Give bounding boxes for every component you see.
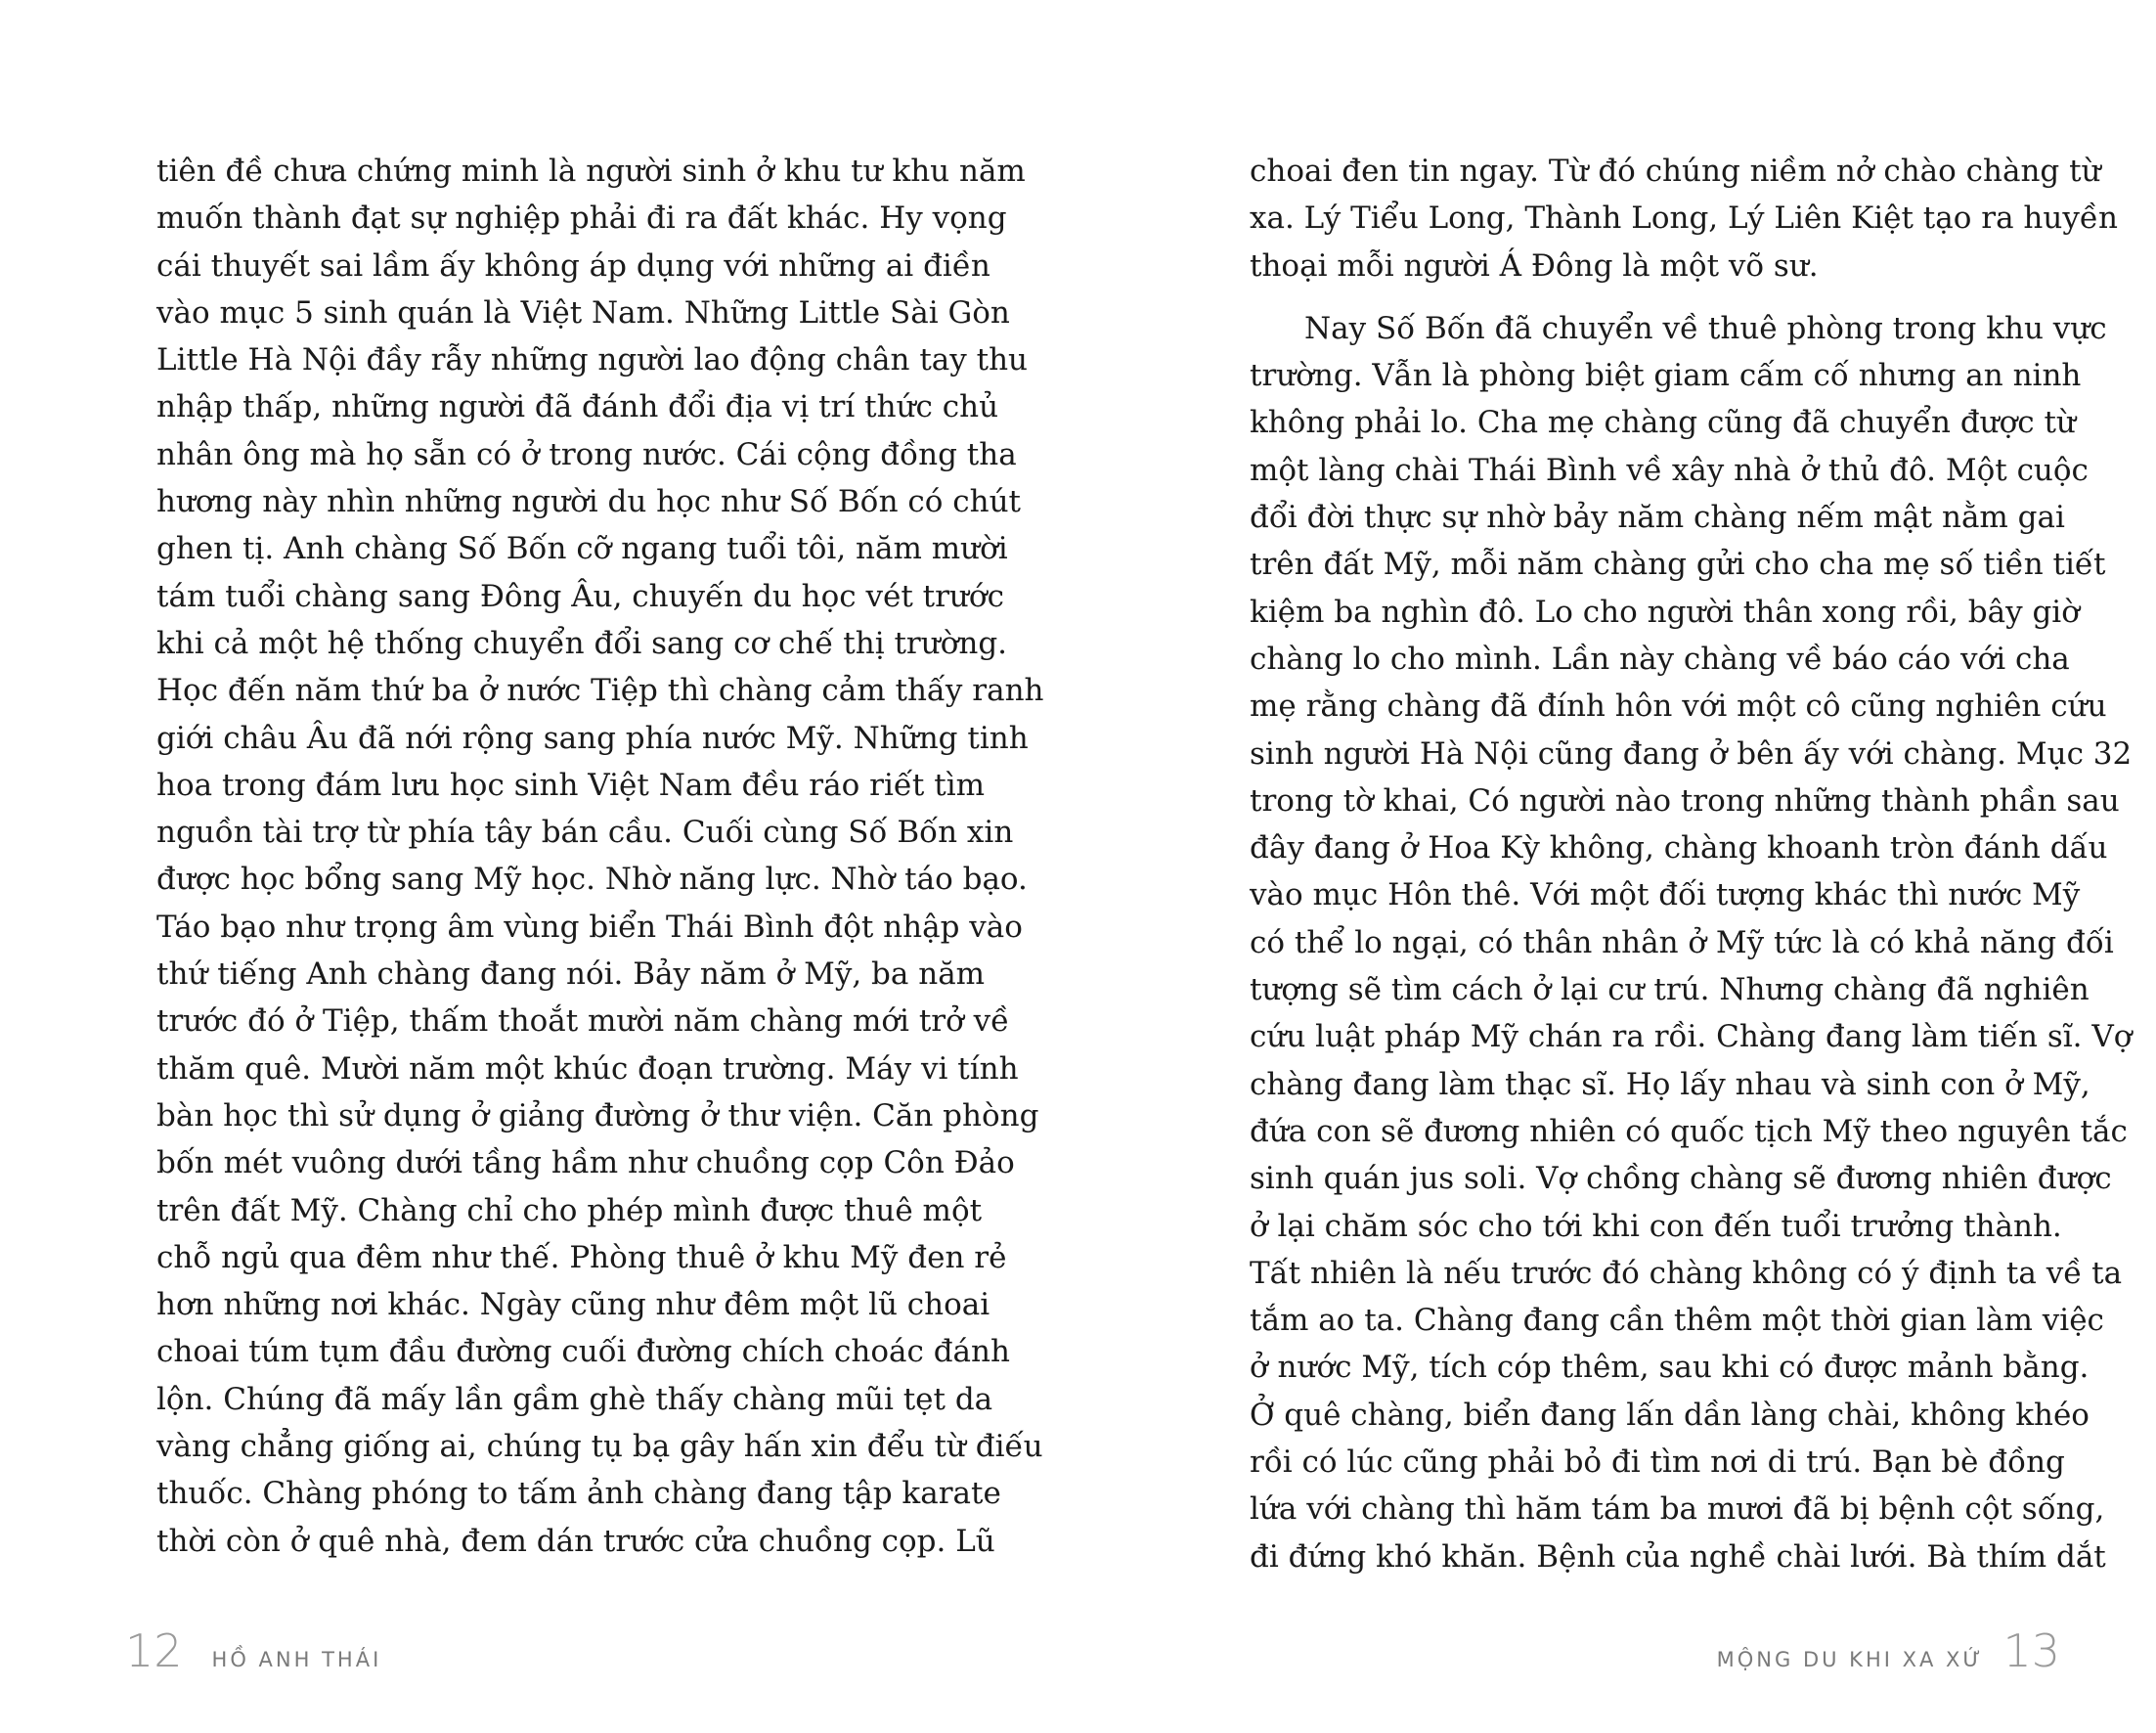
text-line: Học đến năm thứ ba ở nước Tiệp thì chàng cảm thấy ranh bbox=[156, 673, 1044, 709]
text-line: đi đứng khó khăn. Bệnh của nghề chài lưới. Bà thím dắt bbox=[1250, 1538, 2106, 1575]
text-line: kiệm ba nghìn đô. Lo cho người thân xong rồi, bây giờ bbox=[1250, 594, 2080, 630]
text-line: ở nước Mỹ, tích cóp thêm, sau khi có được mảnh bằng. bbox=[1250, 1350, 2090, 1386]
text-line: ghen tị. Anh chàng Số Bốn cỡ ngang tuổi tôi, năm mười bbox=[156, 531, 1008, 567]
text-line: có thể lo ngại, có thân nhân ở Mỹ tức là có khả năng đối bbox=[1250, 924, 2114, 960]
text-line: chỗ ngủ qua đêm như thế. Phòng thuê ở khu Mỹ đen rẻ bbox=[156, 1239, 1007, 1275]
text-line: lứa với chàng thì hăm tám ba mươi đã bị bệnh cột sống, bbox=[1250, 1491, 2105, 1528]
left-page-text bbox=[156, 148, 1044, 1565]
text-line: chàng đang làm thạc sĩ. Họ lấy nhau và sinh con ở Mỹ, bbox=[1250, 1066, 2090, 1102]
text-line: đổi đời thực sự nhờ bảy năm chàng nếm mật nằm gai bbox=[1250, 500, 2065, 536]
text-line: nhân ông mà họ sẵn có ở trong nước. Cái cộng đồng tha bbox=[156, 436, 1017, 472]
text-line: đứa con sẽ đương nhiên có quốc tịch Mỹ theo nguyên tắc bbox=[1250, 1113, 2128, 1149]
text-line: vào mục Hôn thê. Với một đối tượng khác thì nước Mỹ bbox=[1250, 877, 2081, 913]
text-line: giới châu Âu đã nới rộng sang phía nước Mỹ. Những tinh bbox=[156, 720, 1029, 756]
text-line: muốn thành đạt sự nghiệp phải đi ra đất khác. Hy vọng bbox=[156, 200, 1007, 237]
text-line: mẹ rằng chàng đã đính hôn với một cô cũng nghiên cứu bbox=[1250, 689, 2107, 725]
text-line: không phải lo. Cha mẹ chàng cũng đã chuyển được từ bbox=[1250, 405, 2076, 441]
text-line: trên đất Mỹ. Chàng chỉ cho phép mình được thuê một bbox=[156, 1192, 983, 1228]
text-line: được học bổng sang Mỹ học. Nhờ năng lực. Nhờ táo bạo. bbox=[156, 862, 1028, 898]
text-line: xa. Lý Tiểu Long, Thành Long, Lý Liên Kiệt tạo ra huyền bbox=[1250, 200, 2118, 237]
text-line: thăm quê. Mười năm một khúc đoạn trường. Máy vi tính bbox=[156, 1050, 1019, 1087]
text-line: hơn những nơi khác. Ngày cũng như đêm một lũ choai bbox=[156, 1287, 990, 1323]
text-line: thứ tiếng Anh chàng đang nói. Bảy năm ở Mỹ, ba năm bbox=[156, 956, 986, 993]
text-line: Ở quê chàng, biển đang lấn dần làng chài, không khéo bbox=[1250, 1397, 2090, 1433]
text-line: vào mục 5 sinh quán là Việt Nam. Những Little Sài Gòn bbox=[156, 294, 1010, 331]
right-page-text bbox=[1250, 148, 2133, 1580]
title-running-head: MỘNG DU KHI XA XỨ bbox=[1716, 1648, 1984, 1671]
text-line: Little Hà Nội đầy rẫy những người lao động chân tay thu bbox=[156, 342, 1029, 378]
text-line: khi cả một hệ thống chuyển đổi sang cơ chế thị trường. bbox=[156, 625, 1008, 661]
text-line: nhập thấp, những người đã đánh đổi địa vị trí thức chủ bbox=[156, 389, 999, 425]
text-line: tượng sẽ tìm cách ở lại cư trú. Nhưng chàng đã nghiên bbox=[1250, 972, 2090, 1008]
paragraph-gap bbox=[1250, 289, 2032, 305]
left-page-footer bbox=[125, 1624, 382, 1677]
text-line: tiên đề chưa chứng minh là người sinh ở khu tư khu năm bbox=[156, 154, 1026, 189]
author-running-head: HỒ ANH THÁI bbox=[211, 1648, 382, 1671]
text-line: trong tờ khai, Có người nào trong những thành phần sau bbox=[1250, 782, 2120, 819]
text-line: tám tuổi chàng sang Đông Âu, chuyến du học vét trước bbox=[156, 578, 1004, 614]
text-line: trên đất Mỹ, mỗi năm chàng gửi cho cha mẹ số tiền tiết bbox=[1250, 547, 2106, 583]
text-line: hoa trong đám lưu học sinh Việt Nam đều ráo riết tìm bbox=[156, 767, 986, 803]
text-line: trước đó ở Tiệp, thấm thoắt mười năm chàng mới trở về bbox=[156, 1003, 1010, 1040]
right-page-footer bbox=[1716, 1624, 2060, 1677]
text-line: trường. Vẫn là phòng biệt giam cấm cố nhưng an ninh bbox=[1250, 358, 2082, 394]
text-line: cái thuyết sai lầm ấy không áp dụng với những ai điền bbox=[156, 247, 990, 284]
right-page bbox=[1078, 0, 2156, 1733]
text-line: Táo bạo như trọng âm vùng biển Thái Bình đột nhập vào bbox=[156, 909, 1023, 945]
text-line: bàn học thì sử dụng ở giảng đường ở thư viện. Căn phòng bbox=[156, 1097, 1039, 1133]
text-line: tắm ao ta. Chàng đang cần thêm một thời gian làm việc bbox=[1250, 1303, 2104, 1339]
text-line: bốn mét vuông dưới tầng hầm như chuồng cọp Côn Đảo bbox=[156, 1145, 1015, 1181]
text-line: đây đang ở Hoa Kỳ không, chàng khoanh tròn đánh dấu bbox=[1250, 830, 2108, 866]
text-line: chàng lo cho mình. Lần này chàng về báo cáo với cha bbox=[1250, 641, 2070, 677]
text-line: sinh người Hà Nội cũng đang ở bên ấy với chàng. Mục 32 bbox=[1250, 735, 2133, 772]
text-line: sinh quán jus soli. Vợ chồng chàng sẽ đương nhiên được bbox=[1250, 1161, 2112, 1197]
text-line: thời còn ở quê nhà, đem dán trước cửa chuồng cọp. Lũ bbox=[156, 1523, 995, 1559]
text-line: Tất nhiên là nếu trước đó chàng không có ý định ta về ta bbox=[1250, 1255, 2123, 1291]
text-line: thuốc. Chàng phóng to tấm ảnh chàng đang tập karate bbox=[156, 1476, 1001, 1512]
text-line: vàng chẳng giống ai, chúng tụ bạ gây hấn xin đểu từ điếu bbox=[156, 1429, 1043, 1465]
text-line: nguồn tài trợ từ phía tây bán cầu. Cuối cùng Số Bốn xin bbox=[156, 815, 1014, 851]
text-line: choai túm tụm đầu đường cuối đường chích choác đánh bbox=[156, 1334, 1010, 1370]
text-line: Nay Số Bốn đã chuyển về thuê phòng trong khu vực bbox=[1304, 310, 2107, 346]
text-line: choai đen tin ngay. Từ đó chúng niềm nở chào chàng từ bbox=[1250, 154, 2101, 189]
text-line: rồi có lúc cũng phải bỏ đi tìm nơi di trú. Bạn bè đồng bbox=[1250, 1444, 2065, 1481]
text-line: hương này nhìn những người du học như Số Bốn có chút bbox=[156, 484, 1022, 520]
text-line: ở lại chăm sóc cho tới khi con đến tuổi trưởng thành. bbox=[1250, 1208, 2062, 1244]
page-number: 12 bbox=[125, 1624, 183, 1677]
text-line: lộn. Chúng đã mấy lần gầm ghè thấy chàng mũi tẹt da bbox=[156, 1381, 993, 1417]
text-line: cứu luật pháp Mỹ chán ra rồi. Chàng đang làm tiến sĩ. Vợ bbox=[1250, 1019, 2133, 1055]
text-line: thoại mỗi người Á Đông là một võ sư. bbox=[1250, 247, 1819, 284]
text-line: một làng chài Thái Bình về xây nhà ở thủ đô. Một cuộc bbox=[1250, 452, 2089, 488]
page-number: 13 bbox=[2002, 1624, 2060, 1677]
